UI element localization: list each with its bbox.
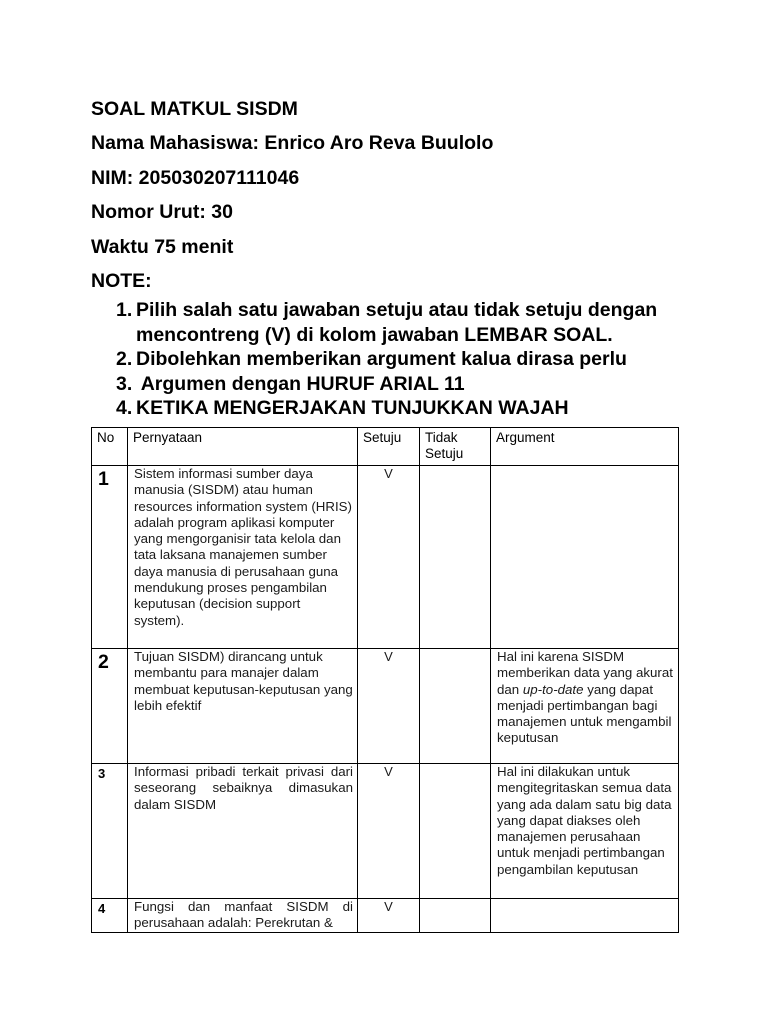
note-number: 2. bbox=[116, 348, 133, 370]
argument-text: Hal ini karena SISDM memberikan data yang akurat dan bbox=[497, 649, 673, 697]
agree-cell[interactable]: V bbox=[358, 466, 420, 649]
column-header-agree: Setuju bbox=[358, 428, 420, 466]
note-item bbox=[91, 372, 691, 397]
document-title: SOAL MATKUL SISDM bbox=[91, 98, 298, 120]
disagree-cell[interactable] bbox=[420, 466, 491, 649]
table-row bbox=[92, 649, 679, 764]
statement-cell: Fungsi dan manfaat SISDM di perusahaan adalah: Perekrutan & bbox=[128, 899, 358, 933]
note-text: Argumen dengan HURUF ARIAL 11 bbox=[136, 372, 465, 395]
note-text: Pilih salah satu jawaban setuju atau tidak setuju dengan mencontreng (V) di kolom jawaban LEMBAR SOAL. bbox=[136, 299, 658, 346]
agree-cell[interactable]: V bbox=[358, 764, 420, 899]
note-number: 3. bbox=[116, 372, 133, 395]
disagree-cell[interactable] bbox=[420, 899, 491, 933]
note-item bbox=[91, 347, 691, 372]
argument-text: Hal ini dilakukan untuk mengitegritaskan semua data yang ada dalam satu big data yang dapat diakses oleh manajemen perusahaan untuk menjadi pertimbangan pengambilan keputusan bbox=[497, 764, 672, 877]
note-item bbox=[91, 298, 691, 347]
statement-cell: Sistem informasi sumber daya manusia (SISDM) atau human resources information system (HRIS) adalah program aplikasi komputer yang mengorganisir tata kelola dan tata laksana manajemen sumber daya manusia di perusahaan guna mendukung proses pengambilan keputusan (decision support system). bbox=[128, 466, 358, 649]
note-number: 4. bbox=[116, 397, 133, 419]
argument-cell[interactable] bbox=[491, 899, 679, 933]
table-row bbox=[92, 764, 679, 899]
note-number: 1. bbox=[116, 299, 133, 321]
header-block bbox=[91, 92, 691, 298]
note-text: KETIKA MENGERJAKAN TUNJUKKAN WAJAH bbox=[136, 397, 569, 419]
argument-italic-text: up-to-date bbox=[522, 681, 584, 697]
column-header-statement: Pernyataan bbox=[128, 428, 358, 466]
disagree-cell[interactable] bbox=[420, 764, 491, 899]
column-header-no: No bbox=[92, 428, 128, 466]
row-number: 1 bbox=[92, 466, 128, 649]
table-header-row bbox=[92, 428, 679, 466]
student-nim: NIM: 205030207111046 bbox=[91, 166, 300, 189]
statement-cell: Informasi pribadi terkait privasi dari seseorang sebaiknya dimasukan dalam SISDM bbox=[128, 764, 358, 899]
column-header-argument: Argument bbox=[491, 428, 679, 466]
row-number: 4 bbox=[92, 899, 128, 933]
note-label: NOTE: bbox=[91, 270, 152, 293]
exam-duration: Waktu 75 menit bbox=[91, 235, 234, 258]
statement-cell: Tujuan SISDM) dirancang untuk membantu para manajer dalam membuat keputusan-keputusan yang lebih efektif bbox=[128, 649, 358, 764]
argument-cell[interactable] bbox=[491, 649, 679, 764]
row-number: 2 bbox=[92, 649, 128, 764]
order-number: Nomor Urut: 30 bbox=[91, 201, 233, 224]
argument-text-end: yang dapat menjadi pertimbangan bagi manajemen untuk mengambil keputusan bbox=[497, 681, 672, 746]
note-item bbox=[91, 396, 691, 421]
note-list bbox=[91, 298, 691, 421]
table-row bbox=[92, 466, 679, 649]
agree-cell[interactable]: V bbox=[358, 899, 420, 933]
question-table bbox=[91, 427, 679, 933]
column-header-disagree: Tidak Setuju bbox=[420, 428, 491, 466]
disagree-cell[interactable] bbox=[420, 649, 491, 764]
argument-cell[interactable] bbox=[491, 466, 679, 649]
agree-cell[interactable]: V bbox=[358, 649, 420, 764]
argument-cell[interactable] bbox=[491, 764, 679, 899]
table-row bbox=[92, 899, 679, 933]
note-text: Dibolehkan memberikan argument kalua dirasa perlu bbox=[136, 348, 627, 370]
student-name: Nama Mahasiswa: Enrico Aro Reva Buulolo bbox=[91, 132, 494, 155]
row-number: 3 bbox=[92, 764, 128, 899]
